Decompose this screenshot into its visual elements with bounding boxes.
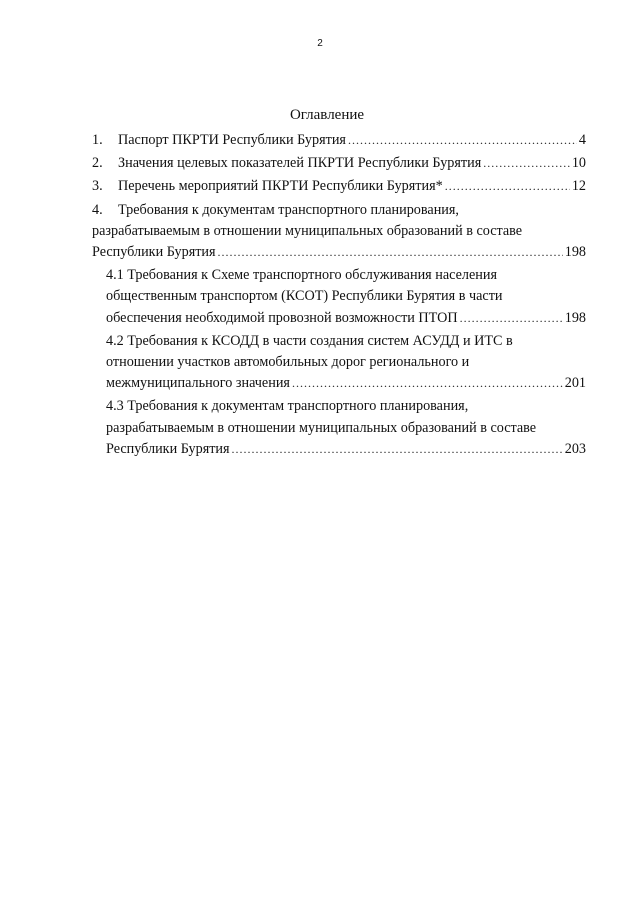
- toc-entry-title-line: Республики Бурятия: [92, 244, 216, 261]
- toc-entry-3[interactable]: [92, 176, 586, 197]
- toc-entry-title-line: обеспечения необходимой провозной возможности ПТОП: [106, 309, 458, 326]
- toc-entry-number: 4.1: [106, 267, 124, 284]
- toc-entry-number: 1.: [92, 132, 103, 148]
- toc-entry-title-line: Требования к Схеме транспортного обслуживания населения: [127, 267, 497, 284]
- toc-entry-page: 12: [571, 178, 586, 195]
- toc-entry-title-line: разрабатываемым в отношении муниципальных образований в составе: [106, 419, 537, 436]
- dot-leader: [292, 373, 563, 394]
- dot-leader: [483, 153, 570, 174]
- toc-entry-number: 4.2: [106, 332, 124, 349]
- dot-leader: [445, 176, 570, 197]
- toc-entry-1[interactable]: [92, 130, 586, 151]
- toc-entry-4[interactable]: [92, 200, 586, 264]
- toc-entry-title-line: разрабатываемым в отношении муниципальных образований в составе: [92, 222, 523, 239]
- toc-entry-4-3[interactable]: [106, 396, 586, 460]
- toc-entry-page: 4: [578, 132, 586, 148]
- toc-entry-number: 4.3: [106, 398, 124, 415]
- toc-entry-title-line: Требования к документам транспортного планирования,: [118, 201, 459, 218]
- toc-entry-title-line: межмуниципального значения: [106, 375, 290, 392]
- toc-entry-page: 10: [571, 155, 586, 172]
- toc-entry-page: 203: [564, 440, 586, 457]
- toc-entry-title: Значения целевых показателей ПКРТИ Республики Бурятия: [118, 155, 482, 172]
- toc-entry-title: Перечень мероприятий ПКРТИ Республики Бурятия*: [118, 178, 443, 195]
- toc-entry-title-line: Требования к КСОДД в части создания систем АСУДД и ИТС в: [127, 332, 513, 349]
- toc-entry-page: 201: [564, 375, 586, 392]
- toc-entry-title-line: общественным транспортом (КСОТ) Республики Бурятия в части: [106, 288, 503, 305]
- toc-entry-4-1[interactable]: [106, 265, 586, 329]
- toc-entry-page: 198: [564, 244, 586, 261]
- table-of-contents: [92, 130, 586, 462]
- dot-leader: [232, 439, 563, 460]
- toc-entry-page: 198: [564, 309, 586, 326]
- dot-leader: [348, 130, 577, 151]
- dot-leader: [460, 308, 563, 329]
- dot-leader: [218, 242, 563, 263]
- toc-entry-number: 2.: [92, 155, 103, 172]
- toc-entry-number: 3.: [92, 178, 103, 195]
- toc-entry-title-line: отношении участков автомобильных дорог регионального и: [106, 354, 470, 371]
- toc-title: Оглавление: [289, 107, 365, 123]
- toc-entry-title-line: Требования к документам транспортного планирования,: [127, 398, 469, 415]
- toc-entry-title: Паспорт ПКРТИ Республики Бурятия: [118, 132, 346, 148]
- toc-entry-2[interactable]: [92, 153, 586, 174]
- page-number: 2: [317, 38, 323, 49]
- toc-entry-title-line: Республики Бурятия: [106, 440, 230, 457]
- toc-entry-number: 4.: [92, 201, 103, 218]
- toc-entry-4-2[interactable]: [106, 331, 586, 395]
